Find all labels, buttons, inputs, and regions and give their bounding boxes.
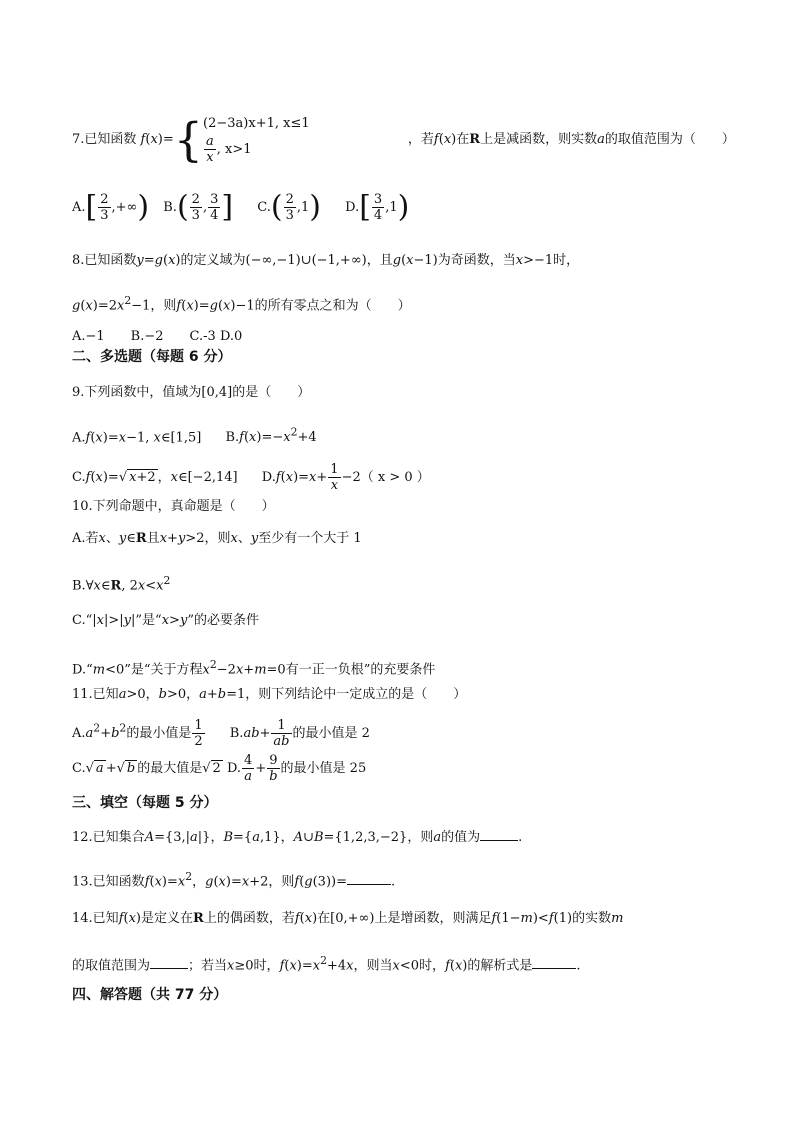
q7-option-d: D.[ $\frac{3}{4}$ ,1) <box>345 189 410 225</box>
q11-stem: 11.已知a>0，b>0，a+b=1，则下列结论中一定成立的是（ ） <box>72 687 467 702</box>
q11-options-cd <box>72 752 366 786</box>
q9-options-cd <box>72 462 430 493</box>
q9-option-c: C.f(x)=√ x+2 ，x∈[−2,14] <box>72 470 238 485</box>
q8-stem-line1: 8.已知函数y=g(x)的定义域为(−∞,−1)∪(−1,+∞)，且g(x−1)为奇函数，当x>−1时， <box>72 253 580 268</box>
q9-options-ab <box>72 424 317 447</box>
q13-answer-blank[interactable] <box>347 872 391 885</box>
q8-stem-line2: $g(x)=2x^2-1$，则f(x)=g(x)−1的所有零点之和为（ ） <box>72 294 411 314</box>
q7-option-c: C.( $\frac{2}{3}$ ,1) <box>257 189 321 225</box>
q9-option-b: $B.f(x)=-x^2+4$ <box>225 426 317 446</box>
section-fill-blank: 三、填空（每题 5 分） <box>72 795 218 811</box>
q7-stem: 7.已知函数 f(x)={ (2−3a)x+1, x≤1 $\frac{a}{x}$ , x>1 ，若f(x)在R上是减函数，则实数a的取值范围为（ ） <box>72 112 735 167</box>
q10-option-b: B.∀x∈R, $2x<x^2$ <box>72 574 171 594</box>
section-multi-choice: 二、多选题（每题 6 分） <box>72 349 232 365</box>
q7-piecewise <box>203 114 310 165</box>
q11-option-c: C.√ a +√ b 的最大值是√ 2 <box>72 761 221 776</box>
q10-option-c: C.“|x|>|y|”是“x>y”的必要条件 <box>72 613 259 628</box>
q9-stem: 9.下列函数中，值域为[0,4]的是（ ） <box>72 385 311 400</box>
q12-answer-blank[interactable] <box>480 828 518 841</box>
q9-option-a: A.f(x)=x−1, x∈[1,5] <box>72 430 202 446</box>
q8-options: A.−1 B.−2 C.-3 D.0 <box>72 329 243 344</box>
q7-piece1: (2−3a)x+1, x≤1 <box>203 116 310 131</box>
q14-line1: 14.已知f(x)是定义在R上的偶函数，若f(x)在[0,+∞)上是增函数，则满足f(1−m)<f(1)的实数m <box>72 911 624 926</box>
q11-options-ab <box>72 712 370 750</box>
q10-option-d: D.“m<0”是“关于方程$x^2-2x+m=0$有一正一负根”的充要条件 <box>72 658 436 678</box>
q10-stem: 10.下列命题中，真命题是（ ） <box>72 499 275 514</box>
q12-stem: 12.已知集合A={3,|a|}，B={a,1}，A∪B={1,2,3,−2}，则a的值为 . <box>72 830 523 845</box>
q7-piece2: $\frac{a}{x}$ , x>1 <box>206 134 252 165</box>
q7-option-a: A.[ $\frac{2}{3}$ ,+∞) <box>72 189 150 225</box>
section-answer: 四、解答题（共 77 分） <box>72 987 228 1003</box>
q14-answer-blank-2[interactable] <box>532 956 576 969</box>
q7-option-b: B.( $\frac{2}{3}$ , $\frac{3}{4}$ ] <box>163 189 234 225</box>
q9-option-d: D.f(x)=x+ $\frac{1}{x}$ −2（ x > 0 ） <box>261 462 430 493</box>
q11-option-b: B.ab+ $\frac{1}{ab}$ 的最小值是 2 <box>229 718 370 750</box>
q7-brace: { <box>173 112 204 167</box>
q14-line2: 的取值范围为 ；若当x≥0时，$f(x)=x^2+4x$，则当x<0时，f(x)的解析式是 . <box>72 954 581 974</box>
q13-stem: 13.已知函数$f(x)=x^2$，g(x)=x+2，则f(g(3))= . <box>72 870 396 890</box>
q14-answer-blank-1[interactable] <box>150 956 188 969</box>
q11-option-a: $A.a^2+b^2$的最小值是 $\frac{1}{2}$ <box>72 718 203 750</box>
q7-prefix: 7.已知函数 <box>72 132 137 147</box>
q10-option-a: A.若x、y∈R且x+y>2，则x、y至少有一个大于 1 <box>72 531 362 546</box>
q7-options <box>72 188 409 228</box>
q11-option-d: D. $\frac{4}{a}$ + $\frac{9}{b}$ 的最小值是 25 <box>226 753 367 784</box>
